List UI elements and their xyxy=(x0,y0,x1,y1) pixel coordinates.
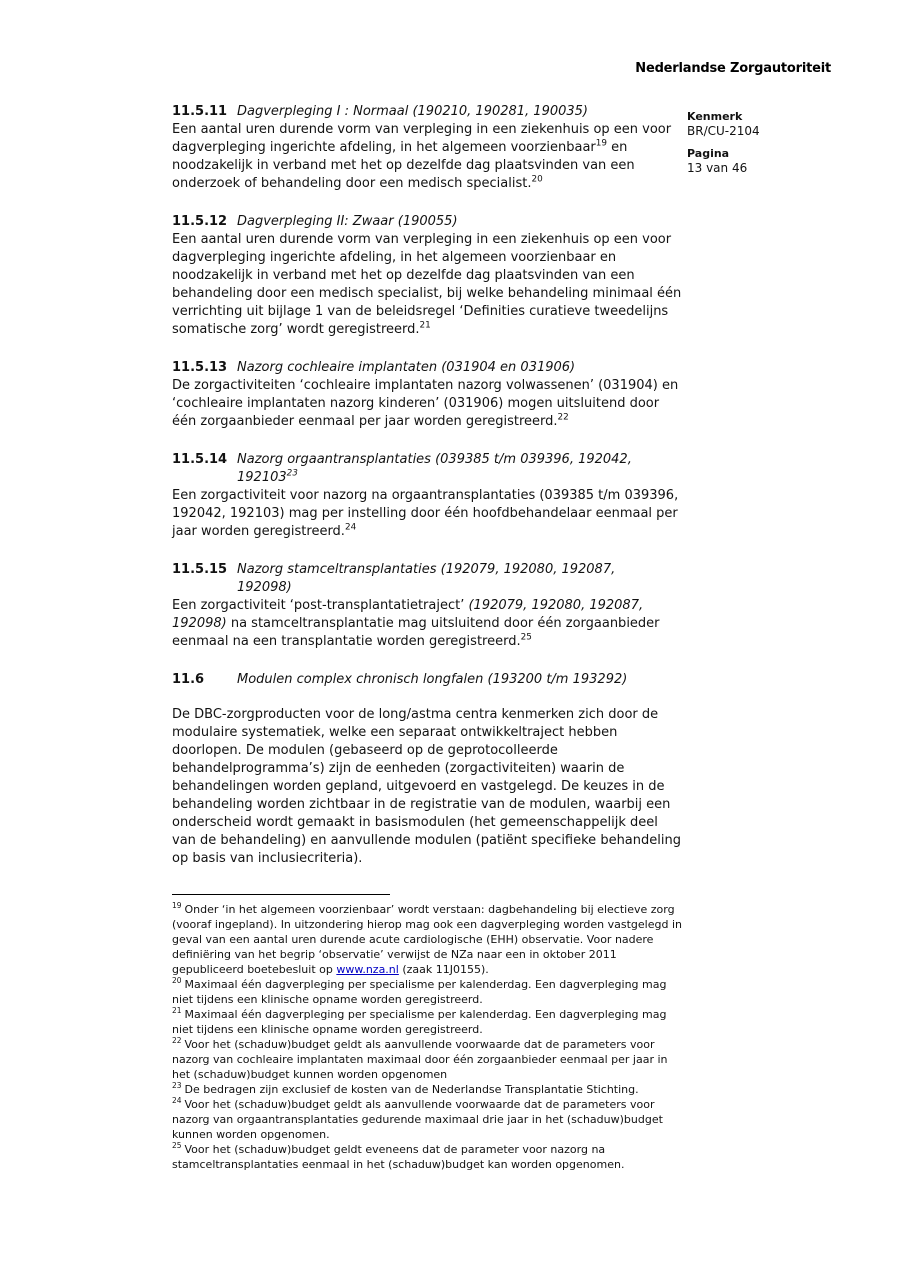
section-title xyxy=(237,359,684,377)
footnote-number: 21 xyxy=(172,1006,182,1016)
footnote-number: 22 xyxy=(172,1036,182,1046)
section xyxy=(172,103,684,193)
section-number: 11.5.15 xyxy=(172,562,228,577)
text-run: Modulen complex chronisch longfalen (193200 t/m 193292) xyxy=(237,672,628,687)
footnote-number: 25 xyxy=(172,1141,182,1151)
section-number: 11.5.13 xyxy=(172,360,228,375)
footnote-number: 20 xyxy=(172,976,182,986)
text-run: Maximaal één dagverpleging per specialisme per kalenderdag. Een dagverpleging mag niet tijdens een klinische opname worden geregistreerd. xyxy=(172,978,667,1006)
section xyxy=(172,359,684,431)
text-run: Onder ‘in het algemeen voorzienbaar’ wordt verstaan: dagbehandeling bij electieve zorg (vooraf ingepland). In uitzondering hierop mag ook een dagverpleging worden vastgelegd in geval van een aantal uren durende acute cardiologische (EHH) observatie. Voor nadere definiëring van het begrip ‘observatie’ verwijst de NZa naar een in oktober 2011 gepubliceerd boetebesluit op xyxy=(172,903,682,976)
text-run: Voor het (schaduw)budget geldt als aanvullende voorwaarde dat de parameters voor nazorg van cochleaire implantaten maximaal door één zorgaanbieder eenmaal per jaar in het (schaduw)budget kunnen worden opgenomen xyxy=(172,1038,668,1081)
section-heading xyxy=(172,561,684,597)
footnote xyxy=(172,1097,684,1142)
section-heading xyxy=(172,359,684,377)
text-run: (zaak 11J0155). xyxy=(398,963,489,976)
text-run: Dagverpleging II: Zwaar (190055) xyxy=(237,214,458,229)
section-title xyxy=(237,451,684,487)
footnote-separator xyxy=(172,894,390,895)
footnote xyxy=(172,1142,684,1172)
footnote-text xyxy=(185,1083,639,1096)
text-run: Maximaal één dagverpleging per specialisme per kalenderdag. Een dagverpleging mag niet tijdens een klinische opname worden geregistreerd. xyxy=(172,1008,667,1036)
footnote-number: 19 xyxy=(172,901,182,911)
document-meta xyxy=(687,110,847,184)
section xyxy=(172,213,684,339)
footnote-ref: 25 xyxy=(520,632,532,643)
footnote-text xyxy=(172,1008,666,1036)
text-run: Een aantal uren durende vorm van verpleging in een ziekenhuis op een voor dagverpleging ingerichte afdeling, in het algemeen voorzienbaar xyxy=(172,122,672,155)
footnote-number: 24 xyxy=(172,1096,182,1106)
footnote xyxy=(172,902,684,977)
pagina-label: Pagina xyxy=(687,147,730,160)
section-title xyxy=(237,103,684,121)
text-run: Nazorg orgaantransplantaties (039385 t/m 039396, 192042, xyxy=(237,452,632,467)
section xyxy=(172,561,684,651)
text-run: en noodzakelijk in verband met het op dezelfde dag plaatsvinden van een onderzoek of behandeling door een medisch specialist. xyxy=(172,140,635,191)
footnote-number: 23 xyxy=(172,1081,182,1091)
section-number: 11.5.14 xyxy=(172,452,228,467)
text-run: Een aantal uren durende vorm van verpleging in een ziekenhuis op een voor dagverpleging ingerichte afdeling, in het algemeen voorzienbaar en noodzakelijk in verband met het op dezelfde dag plaatsvinden van een behandeling door een medisch specialist, bij welke behandeling minimaal één verrichting uit bijlage 1 van de beleidsregel ‘Definities curatieve tweedelijns somatische zorg’ wordt geregistreerd. xyxy=(172,232,682,337)
kenmerk-label: Kenmerk xyxy=(687,110,743,123)
footnote-ref: 21 xyxy=(419,320,431,331)
text-run: 192098) xyxy=(237,580,292,595)
section-paragraph xyxy=(172,706,684,868)
section xyxy=(172,451,684,541)
section-paragraph xyxy=(172,231,684,339)
footnotes-container xyxy=(172,902,684,1172)
section xyxy=(172,671,684,868)
footnote xyxy=(172,1037,684,1082)
footnote-text xyxy=(172,1098,663,1141)
italic-run: (192079, 192080, 192087, 192098) xyxy=(172,598,644,631)
text-run: 192103 xyxy=(237,470,287,485)
section-title xyxy=(237,561,684,597)
main-content xyxy=(172,103,684,1172)
text-run: De bedragen zijn exclusief de kosten van de Nederlandse Transplantatie Stichting. xyxy=(184,1083,639,1096)
text-run: Een zorgactiviteit voor nazorg na orgaantransplantaties (039385 t/m 039396, 192042, 192103) mag per instelling door één hoofdbehandelaar eenmaal per jaar worden geregistreerd. xyxy=(172,488,679,539)
section-heading xyxy=(172,671,684,689)
footnote-text xyxy=(172,903,682,976)
section-title xyxy=(237,213,684,231)
text-run: Nazorg stamceltransplantaties (192079, 192080, 192087, xyxy=(237,562,616,577)
section-heading xyxy=(172,451,684,487)
footnote-ref: 22 xyxy=(557,412,569,423)
sections-container xyxy=(172,103,684,868)
text-run: na stamceltransplantatie mag uitsluitend door één zorgaanbieder eenmaal na een transplantatie worden geregistreerd. xyxy=(172,616,660,649)
section-number: 11.5.11 xyxy=(172,104,228,119)
section-paragraph xyxy=(172,121,684,193)
footnote-text xyxy=(172,1038,668,1081)
text-run: Voor het (schaduw)budget geldt als aanvullende voorwaarde dat de parameters voor nazorg van orgaantransplantaties gedurende maximaal drie jaar in het (schaduw)budget kunnen worden opgenomen. xyxy=(172,1098,663,1141)
footnote-text xyxy=(172,1143,624,1171)
text-run: Voor het (schaduw)budget geldt eveneens dat de parameter voor nazorg na stamceltransplantaties eenmaal in het (schaduw)budget kan worden opgenomen. xyxy=(172,1143,625,1171)
section-paragraph xyxy=(172,487,684,541)
section-heading xyxy=(172,103,684,121)
brand-logo: Nederlandse Zorgautoriteit xyxy=(635,61,831,76)
section-number: 11.5.12 xyxy=(172,214,228,229)
text-run: Nazorg cochleaire implantaten (031904 en 031906) xyxy=(237,360,576,375)
footnote xyxy=(172,977,684,1007)
footnote-ref: 23 xyxy=(286,468,298,479)
section-paragraph xyxy=(172,377,684,431)
text-run: De DBC-zorgproducten voor de long/astma centra kenmerken zich door de modulaire systematiek, welke een separaat ontwikkeltraject hebben doorlopen. De modulen (gebaseerd op de geprotocolleerde behandelprogramma’s) zijn de eenheden (zorgactiviteiten) waarin de behandelingen worden gepland, uitgevoerd en vastgelegd. De keuzes in de behandeling worden zichtbaar in de registratie van de modulen, waarbij een onderscheid wordt gemaakt in basismodulen (het gemeenschappelijk deel van de behandeling) en aanvullende modulen (patiënt specifieke behandeling op basis van inclusiecriteria). xyxy=(172,707,681,866)
section-paragraph xyxy=(172,597,684,651)
footnote-ref: 19 xyxy=(595,138,607,149)
text-run: Een zorgactiviteit ‘post-transplantatietraject’ xyxy=(172,598,469,613)
footnote xyxy=(172,1007,684,1037)
nza-link[interactable]: www.nza.nl xyxy=(336,963,399,976)
section-title xyxy=(237,671,684,689)
pagina-value: 13 van 46 xyxy=(687,161,748,175)
section-number: 11.6 xyxy=(172,672,205,687)
section-heading xyxy=(172,213,684,231)
text-run: De zorgactiviteiten ‘cochleaire implantaten nazorg volwassenen’ (031904) en ‘cochleaire implantaten nazorg kinderen’ (031906) mogen uitsluitend door één zorgaanbieder eenmaal per jaar worden geregistreerd. xyxy=(172,378,679,429)
kenmerk-value: BR/CU-2104 xyxy=(687,124,760,138)
footnote xyxy=(172,1082,684,1097)
footnote-ref: 20 xyxy=(531,174,543,185)
text-run: Dagverpleging I : Normaal (190210, 190281, 190035) xyxy=(237,104,589,119)
footnote-text xyxy=(172,978,666,1006)
footnote-ref: 24 xyxy=(344,522,357,533)
